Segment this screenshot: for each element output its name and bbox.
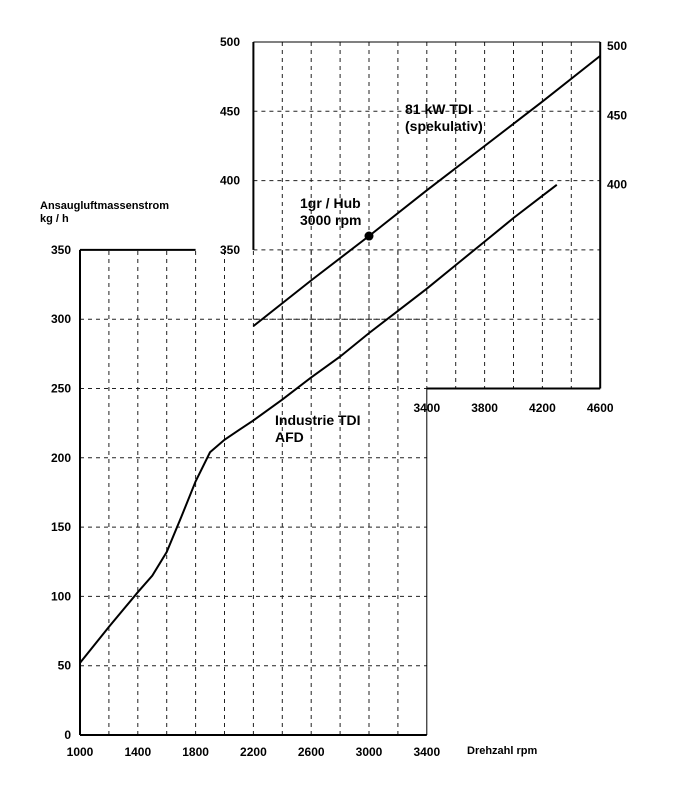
x-tick-label-1000: 1000	[66, 745, 94, 759]
series-label-industrie-line-2: AFD	[275, 429, 304, 445]
annotation-marker-0	[365, 232, 374, 241]
y-axis-label-line-2: kg / h	[40, 213, 69, 225]
y-tick-label-250: 250	[50, 381, 71, 396]
y-tick-label-150: 150	[50, 520, 71, 535]
y-tick-label-300: 300	[50, 312, 71, 327]
inset-y-tick-label-left-400: 400	[219, 173, 240, 188]
inset-x-tick-label-3800: 3800	[471, 401, 498, 415]
x-tick-label-3000: 3000	[355, 745, 383, 759]
x-tick-label-2200: 2200	[240, 745, 267, 759]
inset-x-tick-label-4200: 4200	[529, 401, 556, 415]
inset-y-tick-label-right-500: 500	[607, 39, 628, 53]
x-axis-label: Drehzahl rpm	[467, 745, 538, 757]
x-tick-label-1800: 1800	[182, 745, 209, 759]
annotation-1gr-line-1: 1gr / Hub	[300, 195, 361, 211]
y-tick-label-200: 200	[50, 450, 71, 465]
y-tick-label-350: 350	[50, 242, 71, 257]
inset-y-tick-label-right-450: 450	[607, 108, 628, 123]
y-tick-label-0: 0	[64, 728, 71, 742]
inset-y-tick-label-right-400: 400	[607, 177, 628, 192]
inset-y-tick-label-left-500: 500	[219, 35, 240, 49]
inset-x-tick-label-4600: 4600	[586, 401, 614, 415]
inset-y-tick-label-left-350: 350	[219, 242, 240, 257]
x-tick-label-3400: 3400	[413, 745, 441, 759]
inset-y-tick-label-left-450: 450	[219, 104, 240, 119]
series-label-industrie-line-1: Industrie TDI	[275, 412, 361, 428]
annotation-1gr-line-2: 3000 rpm	[300, 212, 362, 228]
y-tick-label-50: 50	[57, 658, 71, 673]
y-axis-label-line-1: Ansaugluftmassenstrom	[40, 200, 169, 212]
y-tick-label-100: 100	[50, 589, 71, 604]
series-label-81kw-line-1: 81 kW TDI	[405, 101, 472, 117]
x-tick-label-2600: 2600	[297, 745, 325, 759]
inset-x-tick-label-3400: 3400	[413, 401, 441, 415]
series-label-81kw-line-2: (spekulativ)	[405, 118, 483, 134]
x-tick-label-1400: 1400	[124, 745, 152, 759]
